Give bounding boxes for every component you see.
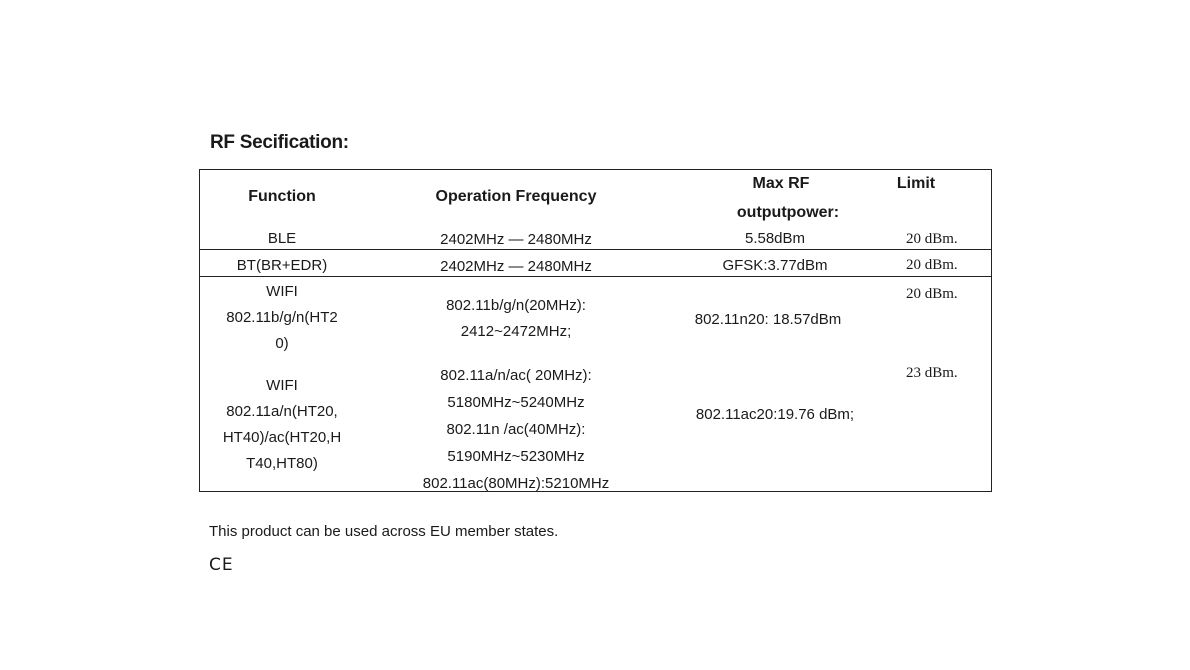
row-wifi24-function-line: 802.11b/g/n(HT2 (226, 309, 338, 326)
row-wifi5-function (223, 373, 341, 477)
row-divider (200, 249, 991, 250)
header-function: Function (248, 188, 316, 205)
row-wifi5-frequency-line: 802.11a/n/ac( 20MHz): (440, 367, 592, 384)
row-wifi24-frequency-line: 802.11b/g/n(20MHz): (446, 297, 586, 314)
row-bt-power: GFSK:3.77dBm (722, 257, 828, 274)
row-bt-frequency: 2402MHz — 2480MHz (440, 258, 592, 275)
row-wifi24-limit: 20 dBm. (906, 286, 958, 302)
row-wifi5-frequency-line: 5180MHz~5240MHz (447, 394, 585, 411)
page-title: RF Secification: (210, 132, 349, 153)
row-wifi5-function-line: WIFI (266, 377, 298, 394)
row-wifi5-frequency (423, 362, 609, 497)
row-ble-limit: 20 dBm. (906, 231, 958, 247)
eu-usage-note: This product can be used across EU member states. (209, 523, 559, 540)
ce-mark: CE (209, 555, 234, 575)
header-power-line1: Max RF (752, 175, 810, 192)
row-wifi24-function (226, 279, 337, 357)
row-wifi24-frequency (446, 293, 586, 345)
header-power-line2: outputpower: (736, 204, 840, 221)
header-limit: Limit (896, 175, 936, 192)
row-ble-power: 5.58dBm (744, 230, 806, 247)
row-wifi5-power: 802.11ac20:19.76 dBm; (695, 406, 855, 423)
row-wifi5-limit: 23 dBm. (906, 365, 958, 381)
row-wifi24-frequency-line: 2412~2472MHz; (460, 323, 572, 340)
row-wifi5-function-line: T40,HT80) (246, 455, 318, 472)
row-wifi5-function-line: 802.11a/n(HT20, (226, 403, 338, 420)
row-bt-function: BT(BR+EDR) (236, 257, 328, 274)
row-ble-function: BLE (267, 230, 297, 247)
row-wifi24-function-line: 0) (275, 335, 289, 352)
row-wifi5-frequency-line: 5190MHz~5230MHz (447, 448, 585, 465)
row-divider (200, 276, 991, 277)
row-ble-frequency: 2402MHz — 2480MHz (440, 231, 592, 248)
row-bt-limit: 20 dBm. (906, 257, 958, 273)
header-frequency: Operation Frequency (435, 188, 597, 205)
row-wifi5-frequency-line: 802.11ac(80MHz):5210MHz (422, 475, 610, 492)
row-wifi24-power: 802.11n20: 18.57dBm (694, 311, 842, 328)
row-wifi24-function-line: WIFI (266, 283, 298, 300)
row-wifi5-function-line: HT40)/ac(HT20,H (222, 429, 342, 446)
rf-spec-table (199, 169, 992, 492)
row-wifi5-frequency-line: 802.11n /ac(40MHz): (446, 421, 586, 438)
